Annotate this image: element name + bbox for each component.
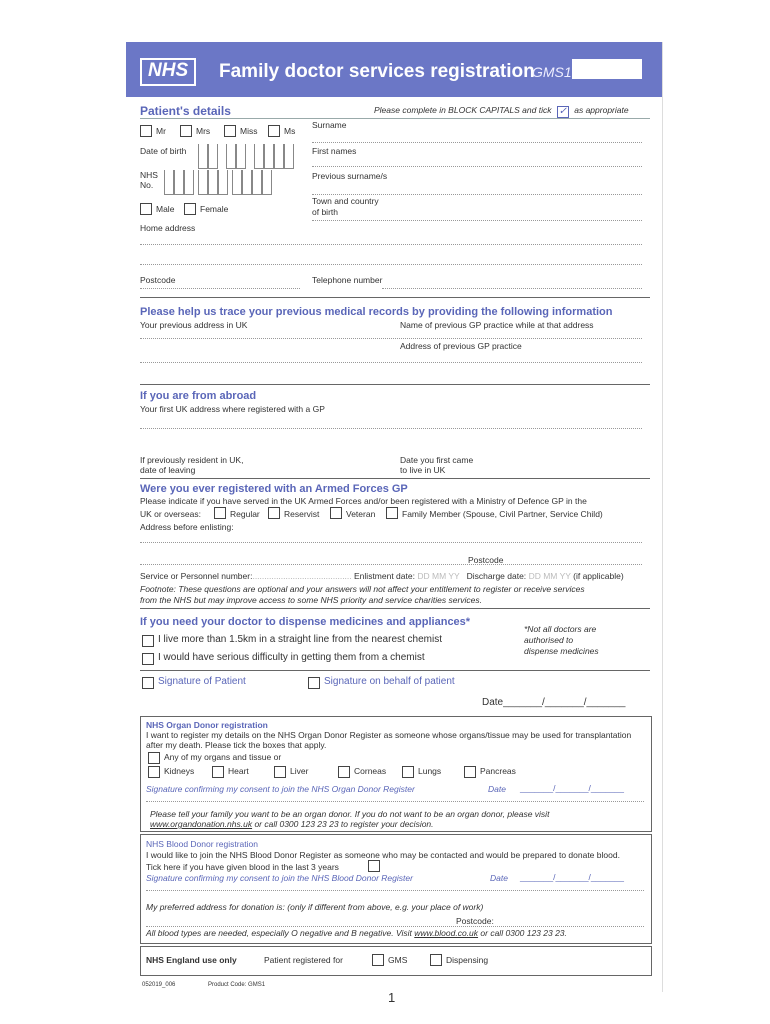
lungs-label: Lungs	[418, 766, 442, 776]
any-organs-label: Any of my organs and tissue or	[164, 752, 282, 762]
liver-label: Liver	[290, 766, 309, 776]
previous-address-label: Your previous address in UK	[140, 320, 248, 330]
blood-postcode-label: Postcode:	[456, 916, 494, 926]
previous-gp-address-label: Address of previous GP practice	[400, 341, 522, 351]
date-leaving-label: If previously resident in UK, date of leaving	[140, 455, 244, 475]
nhs-no-label: NHS No.	[140, 170, 158, 190]
blood-types-row: All blood types are needed, especially O negative and B negative. Visit www.blood.co.uk or call 0300 123 23 23.	[146, 928, 567, 938]
signature-behalf-checkbox[interactable]	[308, 677, 320, 689]
regular-label: Regular	[230, 509, 260, 519]
previous-gp-name-label: Name of previous GP practice while at that address	[400, 320, 594, 330]
kidneys-checkbox[interactable]	[148, 766, 160, 778]
dispense-heading: If you need your doctor to dispense medicines and appliances*	[140, 616, 471, 628]
blood-donation-link[interactable]: www.blood.co.uk	[414, 928, 479, 938]
address-before-label: Address before enlisting:	[140, 522, 234, 532]
heart-label: Heart	[228, 766, 249, 776]
pancreas-checkbox[interactable]	[464, 766, 476, 778]
previous-gp-address-field[interactable]	[140, 362, 642, 363]
trace-heading: Please help us trace your previous medical records by providing the following information	[140, 306, 613, 318]
abroad-heading: If you are from abroad	[140, 390, 257, 402]
title-mr-checkbox[interactable]	[140, 125, 152, 137]
title-ms-checkbox[interactable]	[268, 125, 280, 137]
preferred-address-label: My preferred address for donation is: (only if different from above, e.g. your place of work)	[146, 902, 484, 912]
footer-code: 052019_006	[142, 982, 176, 988]
nhs-logo: NHS	[140, 58, 196, 86]
title-miss-label: Miss	[240, 126, 258, 136]
previous-surnames-label: Previous surname/s	[312, 171, 388, 181]
title-miss-checkbox[interactable]	[224, 125, 236, 137]
organ-donation-link[interactable]: www.organdonation.nhs.uk	[150, 819, 253, 829]
organ-date-label: Date	[488, 784, 506, 794]
address-before-field[interactable]	[140, 542, 642, 543]
organ-link-row: www.organdonation.nhs.uk or call 0300 123 23 23 to register your decision.	[150, 819, 434, 829]
first-names-label: First names	[312, 146, 357, 156]
organ-donor-text: I want to register my details on the NHS Organ Donor Register as someone whose organs/tissue may be used for transplantation	[146, 730, 632, 740]
armed-postcode-label: Postcode	[468, 555, 504, 565]
telephone-label: Telephone number	[312, 275, 383, 285]
liver-checkbox[interactable]	[274, 766, 286, 778]
town-country-label: Town and country of birth	[312, 196, 379, 217]
dispensing-label: Dispensing	[446, 955, 489, 965]
form-header	[126, 42, 662, 97]
blood-signature-label: Signature confirming my consent to join the NHS Blood Donor Register	[146, 873, 413, 883]
service-number-row: Service or Personnel number:.......................................... Enlistment date: DD MM YY Discharge date: DD MM YY (if applicable)	[140, 571, 624, 581]
registration-form	[126, 42, 663, 992]
tick-example-icon: ✓	[558, 106, 568, 117]
footnote-2: from the NHS but may improve access to some NHS priority and service charities services.	[140, 595, 483, 605]
nhs-england-label: NHS England use only	[146, 955, 237, 965]
reservist-label: Reservist	[284, 509, 320, 519]
blood-date-field[interactable]: _______/_______/_______	[520, 872, 624, 882]
previous-surnames-field[interactable]	[312, 194, 642, 195]
given-blood-label: Tick here if you have given blood in the last 3 years	[146, 862, 339, 872]
family-member-checkbox[interactable]	[386, 507, 398, 519]
family-member-label: Family Member (Spouse, Civil Partner, Service Child)	[402, 509, 603, 519]
signature-patient-label: Signature of Patient	[158, 676, 246, 687]
product-code: Product Code: GMS1	[208, 982, 266, 988]
distance-chemist-label: I live more than 1.5km in a straight line from the nearest chemist	[158, 634, 443, 645]
armed-postcode-field[interactable]	[140, 564, 642, 565]
signature-behalf-label: Signature on behalf of patient	[324, 676, 455, 687]
corneas-label: Corneas	[354, 766, 387, 776]
blood-date-label: Date	[490, 873, 508, 883]
difficulty-chemist-label: I would have serious difficulty in getting them from a chemist	[158, 652, 425, 663]
postcode-label: Postcode	[140, 275, 176, 285]
organ-donor-text-2: after my death. Please tick the boxes that apply.	[146, 740, 327, 750]
instruction-text: Please complete in BLOCK CAPITALS and tick ✓ as appropriate	[374, 105, 629, 117]
armed-forces-text: Please indicate if you have served in the UK Armed Forces and/or been registered with a Ministry of Defence GP in the	[140, 496, 587, 506]
signature-date[interactable]: Date_______/_______/_______	[482, 697, 626, 708]
organ-signature-label: Signature confirming my consent to join the NHS Organ Donor Register	[146, 784, 415, 794]
organ-donor-heading: NHS Organ Donor registration	[146, 720, 268, 730]
blood-donor-heading: NHS Blood Donor registration	[146, 839, 258, 849]
pancreas-label: Pancreas	[480, 766, 516, 776]
lungs-checkbox[interactable]	[402, 766, 414, 778]
kidneys-label: Kidneys	[164, 766, 195, 776]
first-uk-address-label: Your first UK address where registered with a GP	[140, 404, 325, 414]
gms-checkbox[interactable]	[372, 954, 384, 966]
signature-patient-checkbox[interactable]	[142, 677, 154, 689]
postcode-field[interactable]	[140, 288, 300, 289]
surname-label: Surname	[312, 120, 347, 130]
organ-family-text: Please tell your family you want to be an organ donor. If you do not want to be an organ donor, please visit	[150, 809, 550, 819]
organ-date-field[interactable]: _______/_______/_______	[520, 783, 624, 793]
page-number: 1	[388, 990, 396, 1005]
preferred-address-field[interactable]	[146, 926, 644, 927]
telephone-field[interactable]	[382, 288, 642, 289]
date-came-label: Date you first came to live in UK	[400, 455, 474, 475]
title-mr-label: Mr	[156, 126, 166, 136]
female-label: Female	[200, 204, 229, 214]
title-mrs-checkbox[interactable]	[180, 125, 192, 137]
regular-checkbox[interactable]	[214, 507, 226, 519]
registered-for-label: Patient registered for	[264, 955, 343, 965]
dispense-note: *Not all doctors are authorised to dispense medicines	[524, 624, 599, 656]
patient-details-heading: Patient's details	[140, 104, 231, 118]
gms-label: GMS	[388, 955, 408, 965]
form-title: Family doctor services registration	[219, 61, 535, 82]
home-address-field[interactable]	[140, 244, 642, 245]
dispensing-checkbox[interactable]	[430, 954, 442, 966]
veteran-checkbox[interactable]	[330, 507, 342, 519]
town-country-field[interactable]	[312, 220, 642, 221]
male-label: Male	[156, 204, 175, 214]
title-ms-label: Ms	[284, 126, 296, 136]
armed-forces-heading: Were you ever registered with an Armed Forces GP	[140, 483, 408, 495]
male-checkbox[interactable]	[140, 203, 152, 215]
blood-donor-text: I would like to join the NHS Blood Donor Register as someone who may be contacted and would be prepared to donate blood.	[146, 850, 620, 860]
any-organs-checkbox[interactable]	[148, 752, 160, 764]
female-checkbox[interactable]	[184, 203, 196, 215]
first-names-field[interactable]	[312, 166, 642, 167]
form-code: GMS1	[532, 64, 572, 80]
reservist-checkbox[interactable]	[268, 507, 280, 519]
reference-field[interactable]	[572, 59, 642, 79]
difficulty-chemist-checkbox[interactable]	[142, 653, 154, 665]
surname-field[interactable]	[312, 142, 642, 143]
first-uk-address-field[interactable]	[140, 428, 642, 429]
armed-forces-text-2: UK or overseas:	[140, 509, 201, 519]
heart-checkbox[interactable]	[212, 766, 224, 778]
distance-chemist-checkbox[interactable]	[142, 635, 154, 647]
home-address-label: Home address	[140, 223, 196, 233]
home-address-field-2[interactable]	[140, 264, 642, 265]
footnote: Footnote: These questions are optional and your answers will not affect your entitlement to register or receive services	[140, 584, 585, 594]
title-mrs-label: Mrs	[196, 126, 211, 136]
veteran-label: Veteran	[346, 509, 376, 519]
corneas-checkbox[interactable]	[338, 766, 350, 778]
dob-label: Date of birth	[140, 146, 187, 156]
previous-address-field[interactable]	[140, 338, 642, 339]
given-blood-checkbox[interactable]	[368, 860, 380, 872]
